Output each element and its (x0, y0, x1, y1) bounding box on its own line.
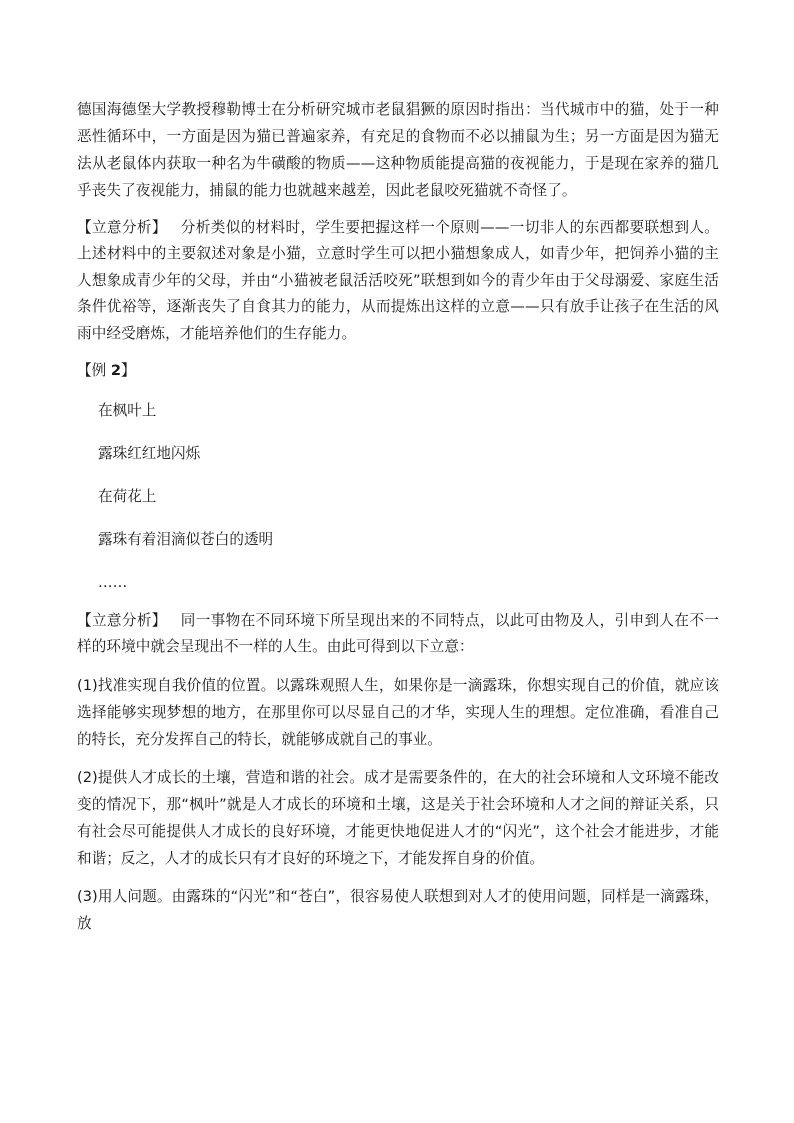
analysis-label-2: 【立意分析】 (77, 612, 167, 630)
example-number: 2 (110, 362, 121, 380)
point-3: (3)用人问题。由露珠的“闪光”和“苍白”，很容易使人联想到对人才的使用问题，同样是一滴露珠，放 (77, 887, 719, 932)
analysis-paragraph-2 (77, 608, 719, 661)
example-bracket-close: 】 (120, 362, 136, 380)
point-2: (2)提供人才成长的土壤，营造和谐的社会。成才是需要条件的，在大的社会环境和人文环境不能改变的情况下，那“枫叶”就是人才成长的环境和土壤，这是关于社会环境和人才之间的辩证关系，只有社会尽可能提供人才成长的良好环境，才能更快地促进人才的“闪光”，这个社会才能进步，才能和谐；反之，人才的成长只有才良好的环境之下，才能发挥自身的价值。 (77, 768, 719, 867)
intro-paragraph: 德国海德堡大学教授穆勒博士在分析研究城市老鼠猖獗的原因时指出：当代城市中的猫，处于一种恶性循环中，一方面是因为猫已普遍家养，有充足的食物而不必以捕鼠为生；另一方面是因为猫无法从老鼠体内获取一种名为牛磺酸的物质——这种物质能提高猫的夜视能力，于是现在家养的猫几乎丧失了夜视能力，捕鼠的能力也就越来越差，因此老鼠咬死猫就不奇怪了。 (77, 101, 719, 199)
poem-line: 在荷花上 (98, 488, 157, 506)
point-1: (1)找准实现自我价值的位置。以露珠观照人生，如果你是一滴露珠，你想实现自己的价值，就应该选择能够实现梦想的地方，在那里你可以尽显自己的才华，实现人生的理想。定位准确，看准自己的特长，充分发挥自己的特长，就能够成就自己的事业。 (77, 676, 719, 748)
poem-ellipsis: …… (98, 574, 128, 592)
analysis-text-1: 分析类似的材料时，学生要把握这样一个原则——一切非人的东西都要联想到人。上述材料中的主要叙述对象是小猫，立意时学生可以把小猫想象成人，如青少年，把饲养小猫的主人想象成青少年的父母，并由“小猫被老鼠活活咬死”联想到如今的青少年由于父母溺爱、家庭生活条件优裕等，逐渐丧失了自食其力的能力，从而提炼出这样的立意——只有放手让孩子在生活的风雨中经受磨炼，才能培养他们的生存能力。 (77, 219, 719, 342)
poem-line: 露珠有着泪滴似苍白的透明 (98, 531, 274, 549)
analysis-paragraph-1 (77, 215, 719, 347)
poem-block (98, 398, 719, 596)
document-body (77, 96, 719, 948)
example-bracket-open: 【例 (77, 362, 111, 380)
poem-line: 在枫叶上 (98, 402, 157, 420)
example-heading (77, 358, 719, 384)
analysis-label-1: 【立意分析】 (77, 219, 167, 236)
analysis-text-2: 同一事物在不同环境下所呈现出来的不同特点，以此可由物及人，引申到人在不一样的环境中就会呈现出不一样的人生。由此可得到以下立意： (77, 612, 719, 656)
poem-line: 露珠红红地闪烁 (98, 445, 201, 463)
